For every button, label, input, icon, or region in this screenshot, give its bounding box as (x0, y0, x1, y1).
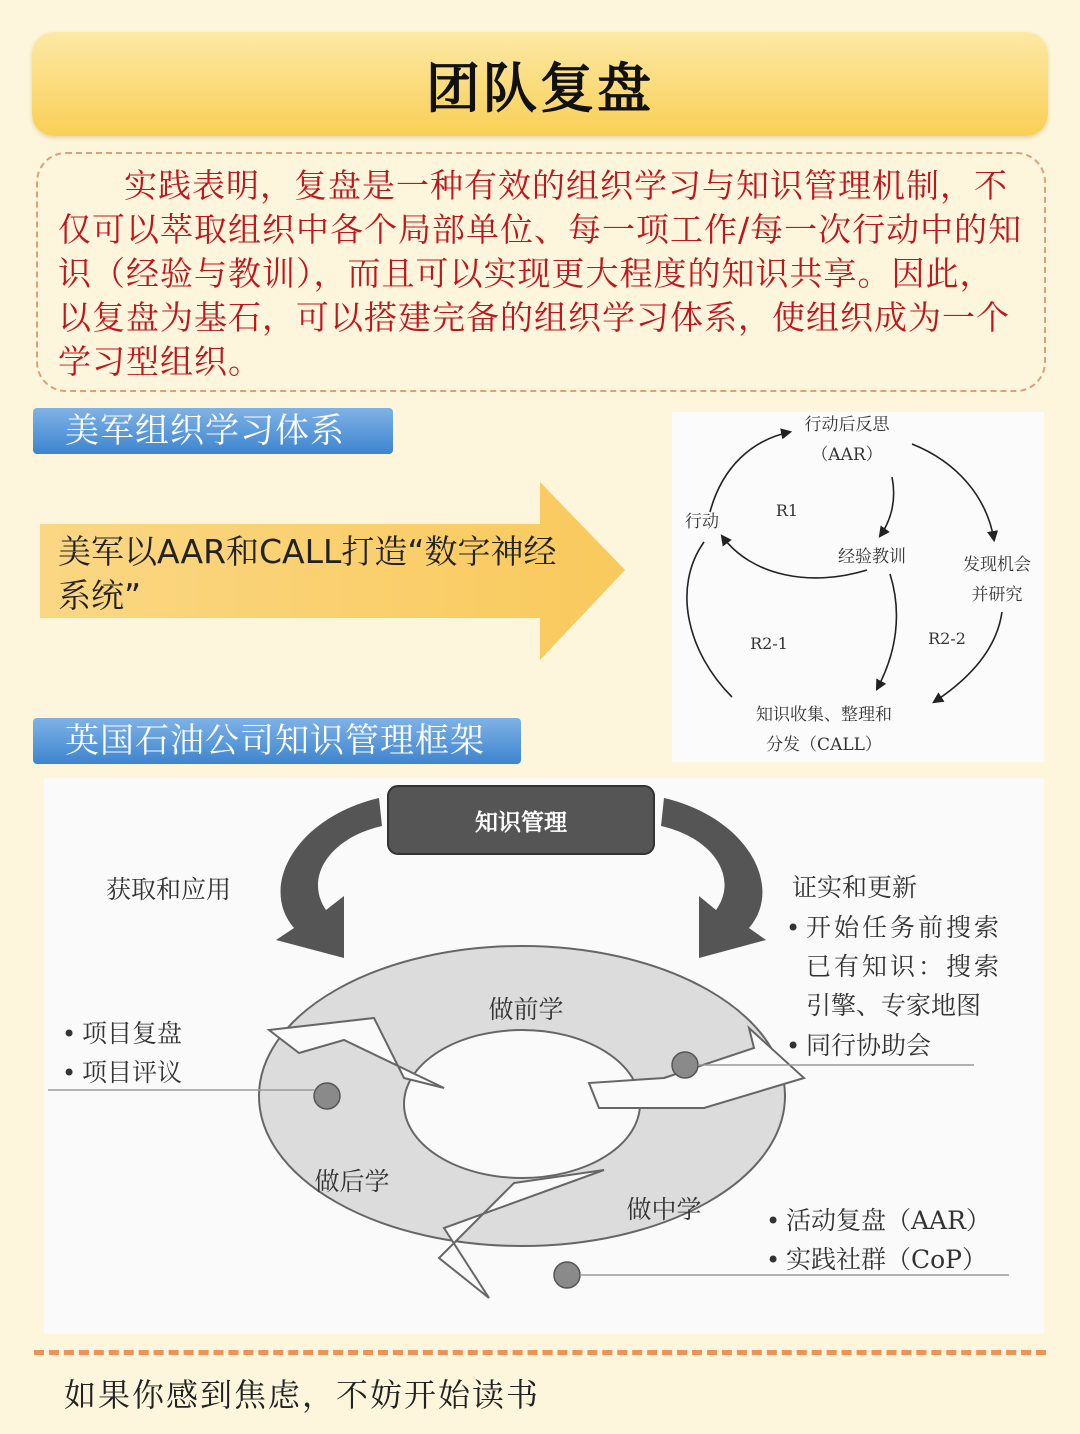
label-before: 做前学 (488, 995, 564, 1024)
label-during: 做中学 (626, 1195, 702, 1224)
label-verify: 证实和更新 (792, 873, 918, 902)
label-aar: 行动后反思 (804, 415, 890, 435)
svg-text:•: • (766, 1207, 781, 1235)
svg-text:•: • (786, 914, 801, 942)
label-call-2: 分发（CALL） (766, 735, 882, 755)
section-label-us-army: 美军组织学习体系 (33, 408, 393, 454)
section-label-bp: 英国石油公司知识管理框架 (33, 718, 521, 764)
svg-text:•: • (62, 1059, 77, 1087)
callout-text: 美军以AAR和CALL打造“数字神经系统” (58, 532, 557, 615)
label-r1: R1 (775, 501, 799, 520)
label-center: 知识管理 (475, 809, 567, 836)
svg-text:•: • (62, 1020, 77, 1048)
label-discover-2: 并研究 (971, 585, 1023, 605)
label-action: 行动 (685, 512, 719, 532)
bp-knowledge-framework-diagram (44, 778, 1044, 1334)
label-after: 做后学 (314, 1167, 390, 1196)
verify-item: 已有知识：搜索 (806, 952, 1003, 981)
title-banner (32, 32, 1048, 136)
after-item: 项目评议 (82, 1058, 183, 1087)
label-r2-2: R2-2 (928, 629, 966, 648)
intro-paragraph: 实践表明，复盘是一种有效的组织学习与知识管理机制，不仅可以萃取组织中各个局部单位、每一项工作/每一次行动中的知识（经验与教训），而且可以实现更大程度的知识共享。因此，以复盘为基石，可以搭建完备的组织学习体系，使组织成为一个学习型组织。 (58, 166, 1023, 381)
during-item: 实践社群（CoP） (786, 1245, 988, 1274)
label-call: 知识收集、整理和 (756, 705, 892, 725)
label-lessons: 经验教训 (838, 547, 906, 567)
during-item: 活动复盘（AAR） (786, 1206, 991, 1235)
verify-item: 同行协助会 (806, 1031, 932, 1060)
label-discover: 发现机会 (963, 555, 1031, 575)
label-acquire: 获取和应用 (106, 875, 232, 904)
label-r2-1: R2-1 (750, 634, 788, 653)
footer-divider (34, 1350, 1046, 1355)
label-aar-abbr: （AAR） (811, 445, 883, 465)
us-army-learning-diagram (672, 412, 1044, 762)
footer-text: 如果你感到焦虑，不妨开始读书 (64, 1376, 541, 1414)
verify-item: 引擎、专家地图 (806, 991, 982, 1020)
page-title: 团队复盘 (426, 56, 654, 120)
verify-item: 开始任务前搜索 (806, 913, 1003, 942)
svg-text:•: • (766, 1246, 781, 1274)
after-item: 项目复盘 (82, 1019, 183, 1048)
svg-text:•: • (786, 1032, 801, 1060)
